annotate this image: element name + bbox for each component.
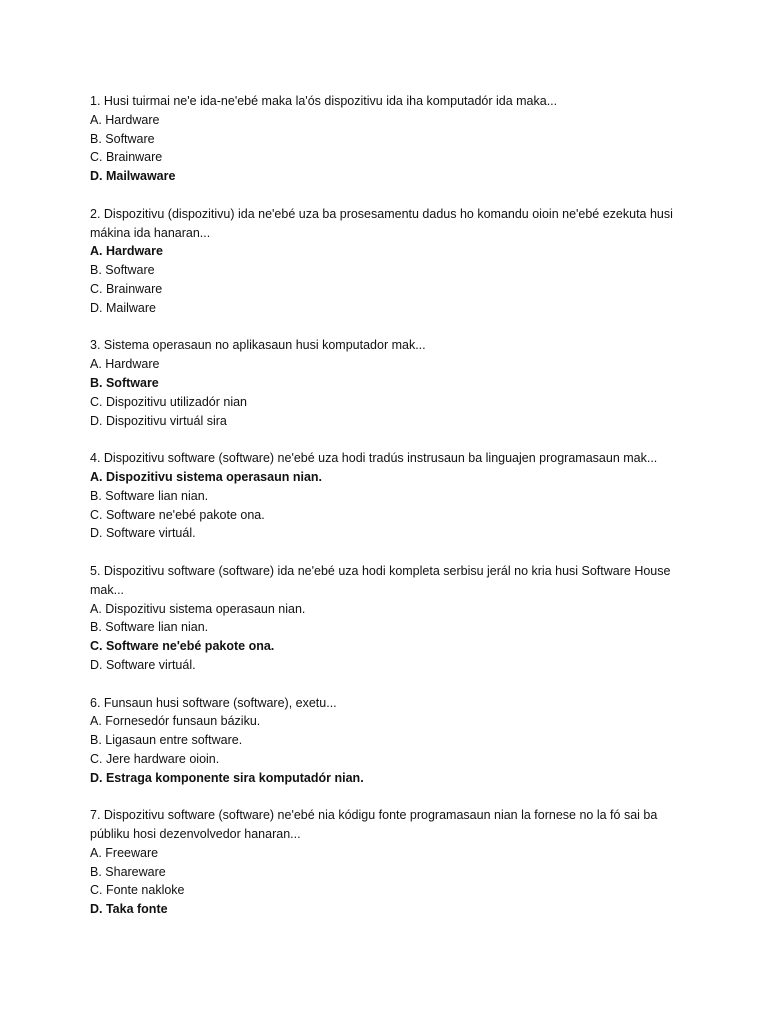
option-c-correct: C. Software ne'ebé pakote ona. [90, 639, 275, 654]
option-c: C. Fonte nakloke [90, 883, 185, 898]
option-b: B. Software [90, 131, 155, 146]
question-text: 3. Sistema operasaun no aplikasaun husi komputador mak... [90, 338, 426, 353]
option-d-correct: D. Taka fonte [90, 902, 168, 917]
option-a-correct: A. Hardware [90, 244, 163, 259]
question-3 [90, 336, 690, 430]
question-5 [90, 562, 690, 675]
option-b: B. Software lian nian. [90, 488, 209, 503]
question-1 [90, 92, 690, 186]
question-text: 6. Funsaun husi software (software), exetu... [90, 695, 337, 710]
option-a-correct: A. Dispozitivu sistema operasaun nian. [90, 469, 323, 484]
option-a: A. Hardware [90, 112, 160, 127]
option-b: B. Shareware [90, 864, 166, 879]
quiz-document [90, 92, 690, 938]
option-c: C. Brainware [90, 150, 163, 165]
question-text: 1. Husi tuirmai ne'e ida-ne'ebé maka la'ós dispozitivu ida iha komputadór ida maka... [90, 94, 558, 108]
option-b-correct: B. Software [90, 375, 159, 390]
option-c: C. Jere hardware oioin. [90, 751, 220, 766]
option-b: B. Ligasaun entre software. [90, 733, 243, 748]
question-6 [90, 694, 690, 788]
question-text: 5. Dispozitivu software (software) ida ne'ebé uza hodi kompleta serbisu jerál no kria husi Software House mak... [90, 563, 671, 597]
option-b: B. Software [90, 263, 155, 278]
option-d: D. Mailware [90, 300, 156, 315]
question-4 [90, 449, 690, 543]
option-b: B. Software lian nian. [90, 620, 209, 635]
option-d-correct: D. Mailwaware [90, 169, 176, 184]
option-a: A. Dispozitivu sistema operasaun nian. [90, 601, 306, 616]
option-c: C. Dispozitivu utilizadór nian [90, 394, 248, 409]
question-text: 2. Dispozitivu (dispozitivu) ida ne'ebé uza ba prosesamentu dadus ho komandu oioin ne'ebé ezekuta husi mákina ida hanaran... [90, 206, 673, 240]
question-2 [90, 205, 690, 318]
option-d: D. Software virtuál. [90, 526, 196, 541]
question-text: 7. Dispozitivu software (software) ne'ebé nia kódigu fonte programasaun nian la fornese no la fó sai ba públiku hosi dezenvolvedor hanaran... [90, 808, 658, 842]
option-d-correct: D. Estraga komponente sira komputadór nian. [90, 770, 364, 785]
option-a: A. Freeware [90, 845, 159, 860]
option-d: D. Software virtuál. [90, 657, 196, 672]
option-c: C. Brainware [90, 281, 163, 296]
question-7 [90, 806, 690, 919]
option-c: C. Software ne'ebé pakote ona. [90, 507, 265, 522]
option-a: A. Hardware [90, 357, 160, 372]
option-a: A. Fornesedór funsaun báziku. [90, 714, 261, 729]
question-text: 4. Dispozitivu software (software) ne'ebé uza hodi tradús instrusaun ba linguajen programasaun mak... [90, 451, 658, 466]
option-d: D. Dispozitivu virtuál sira [90, 413, 227, 428]
